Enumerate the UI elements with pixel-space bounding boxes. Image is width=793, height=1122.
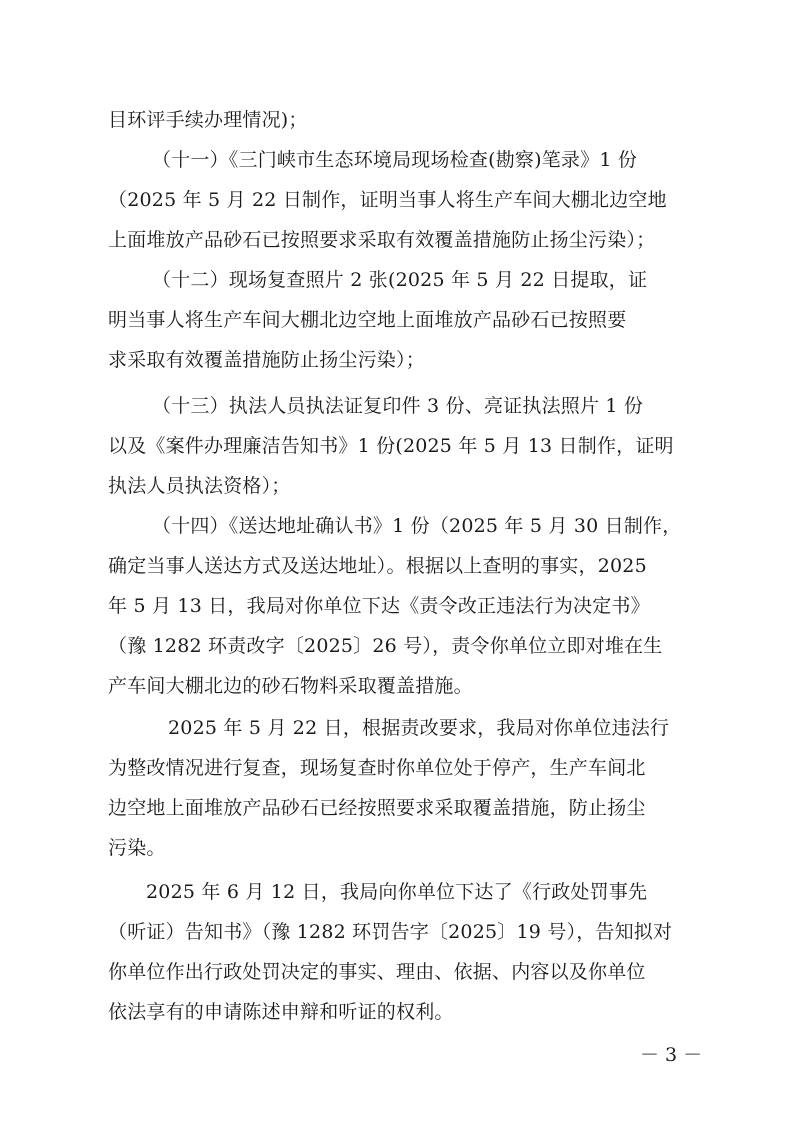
text-line-8: （十三）执法人员执法证复印件 3 份、亮证执法照片 1 份 (152, 395, 644, 417)
text-line-1: 目环评手续办理情况)； (108, 109, 308, 131)
text-line-14: （豫 1282 环责改字〔2025〕26 号），责令你单位立即对堆在生 (108, 635, 663, 657)
text-line-20: 2025 年 6 月 12 日，我局向你单位下达了《行政处罚事先 (146, 881, 648, 903)
text-line-7: 求采取有效覆盖措施防止扬尘污染）； (108, 349, 425, 371)
page-number: － 3 － (640, 1044, 703, 1066)
text-line-21: （听证）告知书》（豫 1282 环罚告字〔2025〕19 号），告知拟对 (108, 921, 673, 943)
text-line-4: 上面堆放产品砂石已按照要求采取有效覆盖措施防止扬尘污染）； (108, 229, 656, 251)
text-line-12: 确定当事人送达方式及送达地址）。根据以上查明的事实，2025 (108, 555, 647, 577)
text-line-18: 边空地上面堆放产品砂石已经按照要求采取覆盖措施，防止扬尘 (108, 797, 646, 819)
text-line-5: （十二）现场复查照片 2 张(2025 年 5 月 22 日提取，证 (152, 269, 648, 291)
text-line-19: 污染。 (108, 837, 166, 859)
text-line-13: 年 5 月 13 日，我局对你单位下达《责令改正违法行为决定书》 (108, 595, 650, 617)
text-line-16: 2025 年 5 月 22 日，根据责改要求，我局对你单位违法行 (168, 717, 670, 739)
text-line-10: 执法人员执法资格）； (108, 475, 291, 497)
text-line-22: 你单位作出行政处罚决定的事实、理由、依据、内容以及你单位 (108, 961, 646, 983)
text-line-23: 依法享有的申请陈述申辩和听证的权利。 (108, 1001, 454, 1023)
text-line-3: （2025 年 5 月 22 日制作，证明当事人将生产车间大棚北边空地 (108, 189, 667, 211)
text-line-17: 为整改情况进行复查，现场复查时你单位处于停产，生产车间北 (108, 757, 646, 779)
text-line-2: （十一）《三门峡市生态环境局现场检查(勘察)笔录》1 份 (152, 149, 638, 171)
text-line-6: 明当事人将生产车间大棚北边空地上面堆放产品砂石已按照要 (108, 309, 627, 331)
text-line-11: （十四）《送达地址确认书》1 份（2025 年 5 月 30 日制作， (152, 515, 682, 537)
text-line-9: 以及《案件办理廉洁告知书》1 份(2025 年 5 月 13 日制作，证明 (108, 435, 674, 457)
text-line-15: 产车间大棚北边的砂石物料采取覆盖措施。 (108, 675, 473, 697)
